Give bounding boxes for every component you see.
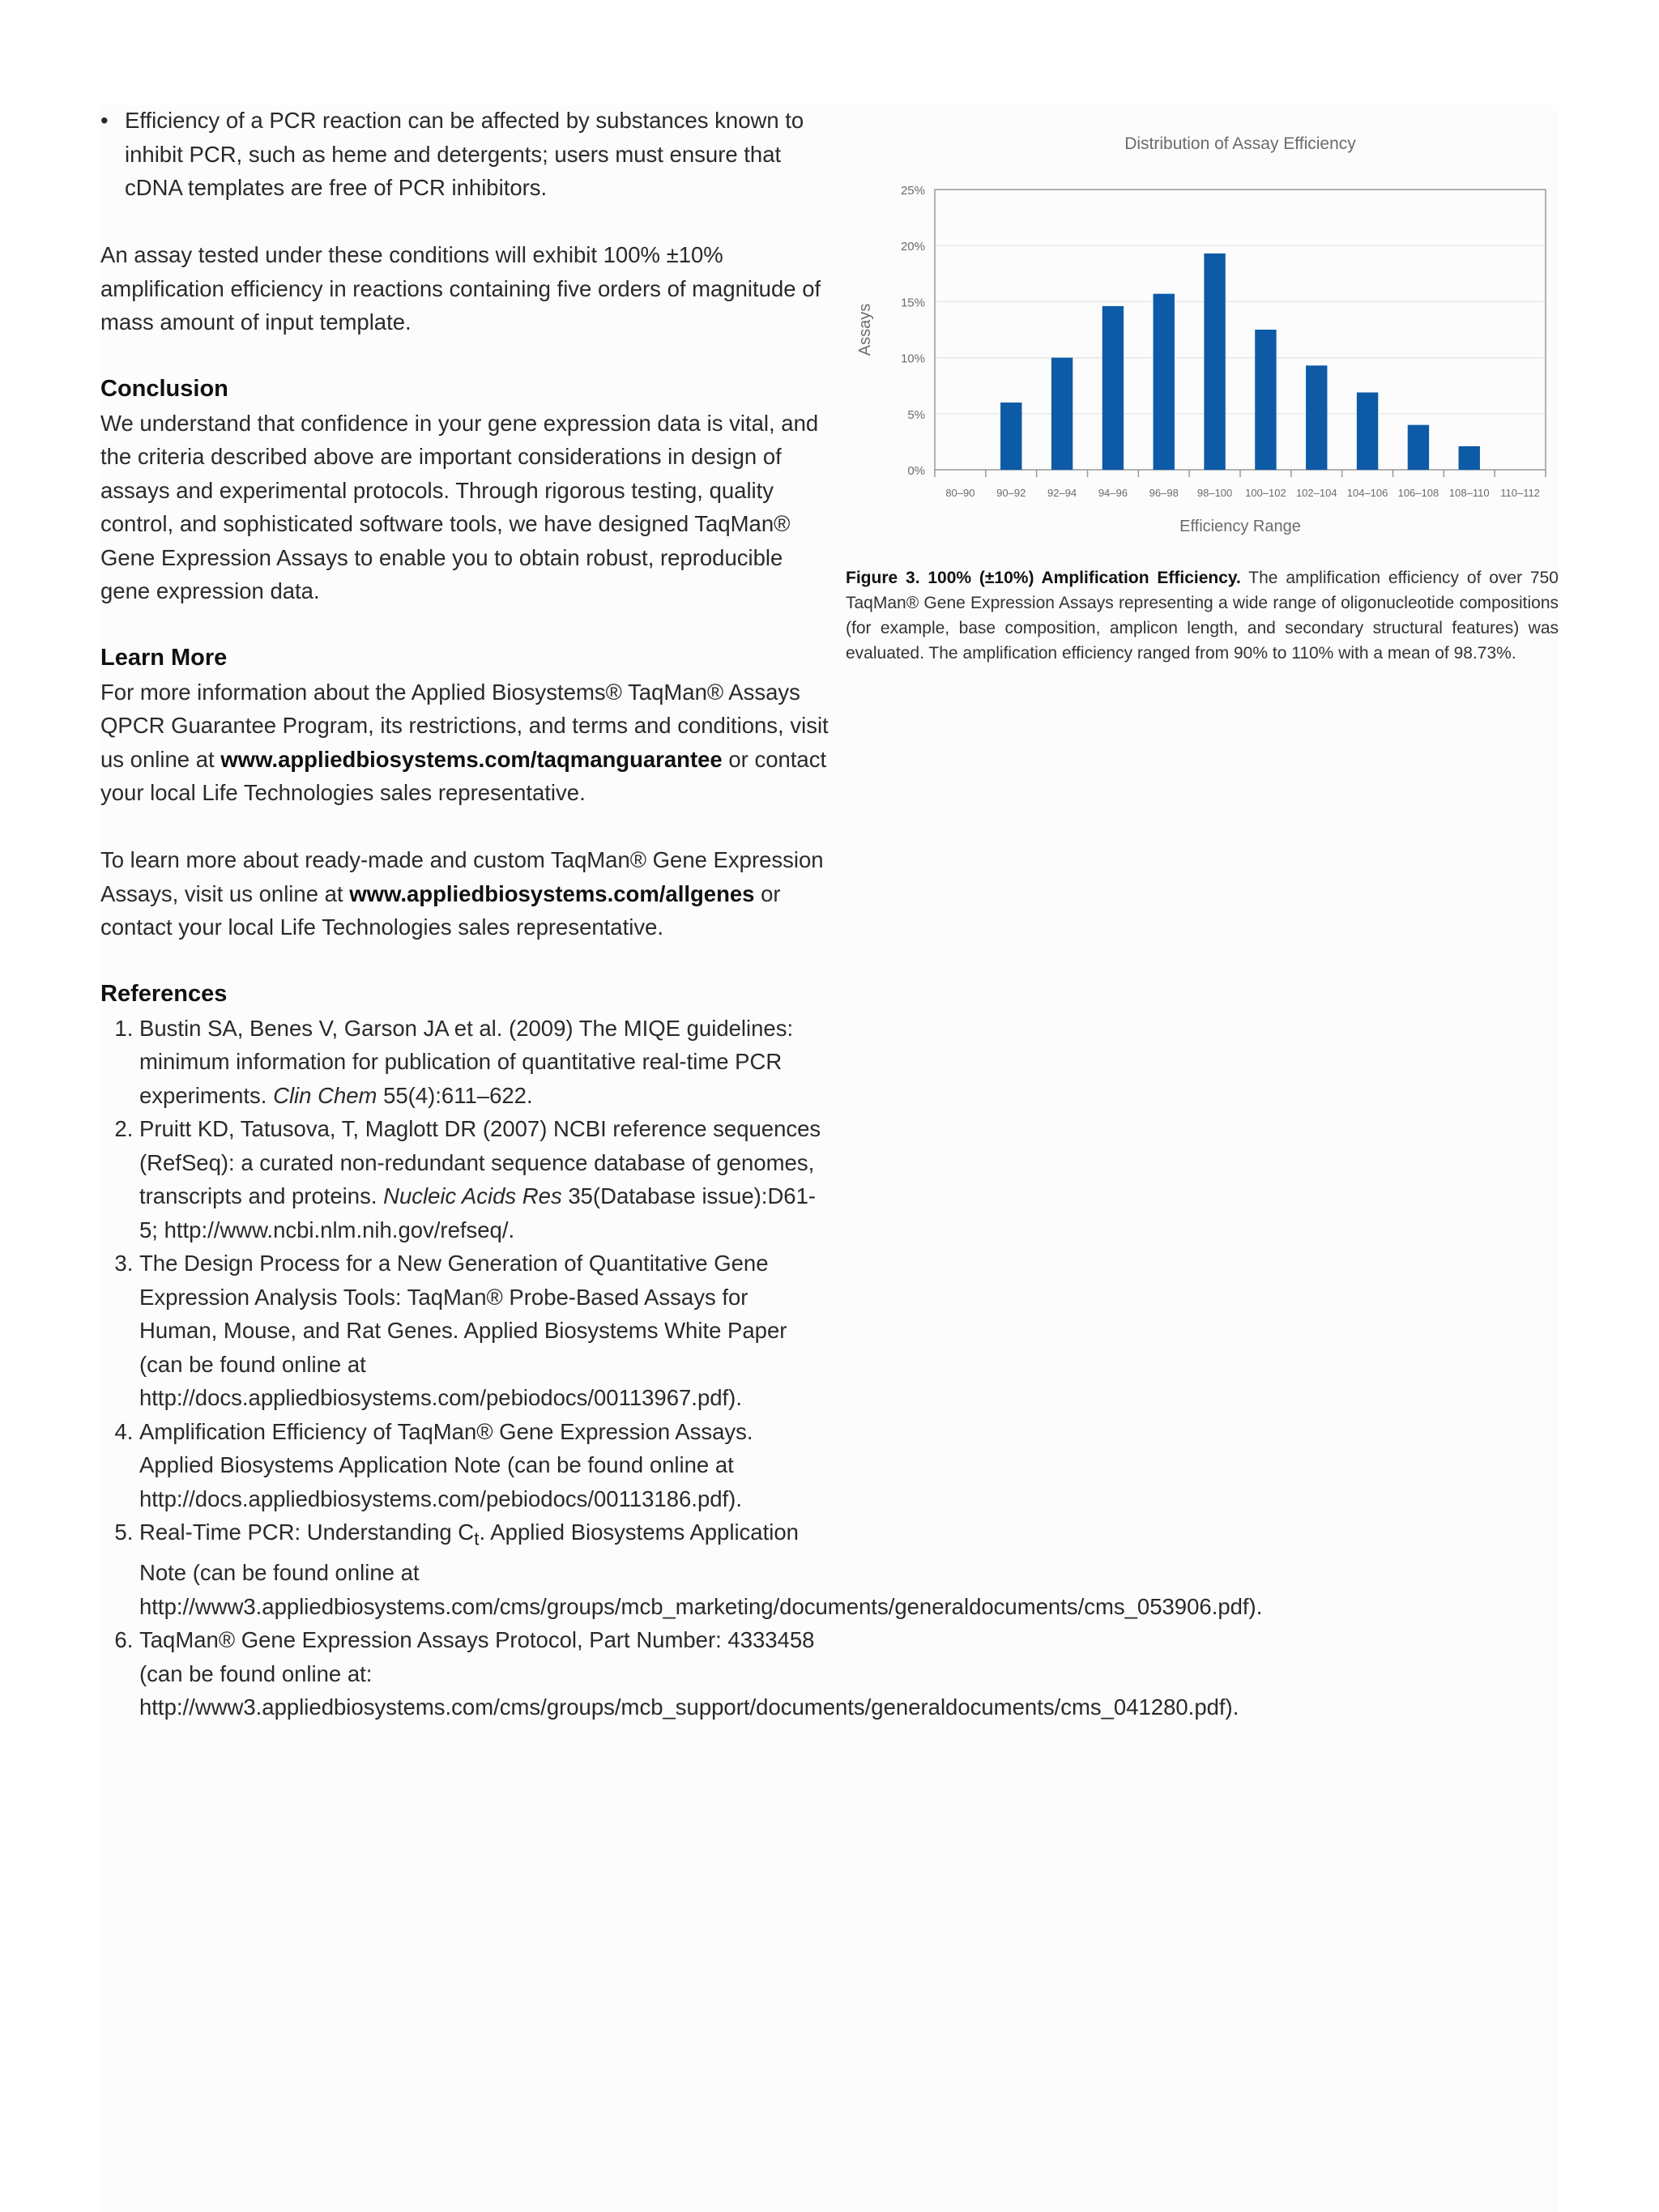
bullet-icon: •: [100, 108, 109, 133]
taqman-guarantee-link[interactable]: www.appliedbiosystems.com/taqmanguarantee: [220, 746, 723, 772]
x-tick-label: 110–112: [1500, 487, 1540, 499]
figure-caption: [846, 565, 1559, 666]
bar: [1306, 365, 1327, 470]
x-tick-label: 96–98: [1149, 487, 1179, 499]
plot-frame: [935, 190, 1546, 470]
y-tick-label: 10%: [900, 352, 925, 366]
figure-caption-label: Figure 3. 100% (±10%) Amplification Efficiency.: [846, 569, 1241, 587]
bar: [1051, 358, 1073, 470]
x-tick-label: 94–96: [1098, 487, 1128, 499]
reference-item: 6. TaqMan® Gene Expression Assays Protocol, Part Number: 4333458 (can be found online at: http://www3.appliedbiosystems.com/cms/groups/mcb_support/documents/generaldocuments/cms_041280.pdf).: [139, 1623, 830, 1724]
figure-column: [846, 113, 1559, 666]
allgenes-link[interactable]: www.appliedbiosystems.com/allgenes: [349, 880, 755, 906]
bar: [1255, 330, 1276, 470]
x-tick-label: 80–90: [945, 487, 975, 499]
y-tick-label: 0%: [907, 464, 925, 478]
assay-paragraph: An assay tested under these conditions will exhibit 100% ±10% amplification efficiency in reactions containing five orders of magnitude of mass amount of input template.: [100, 242, 821, 335]
reference-item: 2. Pruitt KD, Tatusova, T, Maglott DR (2007) NCBI reference sequences (RefSeq): a curated non-redundant sequence database of genomes, transcripts and proteins. Nucleic Acids Res 35(Database issue):D61-5; http://www.ncbi.nlm.nih.gov/refseq/.: [139, 1112, 830, 1247]
x-tick-label: 108–110: [1448, 487, 1490, 499]
x-axis-label: Efficiency Range: [1179, 518, 1301, 535]
y-tick-label: 20%: [900, 240, 925, 254]
bar: [1357, 393, 1378, 470]
y-tick-label: 25%: [900, 184, 925, 198]
bar: [1102, 306, 1124, 470]
reference-item: 1. Bustin SA, Benes V, Garson JA et al. (2009) The MIQE guidelines: minimum information for publication of quantitative real-time PCR experiments. Clin Chem 55(4):611–622.: [139, 1012, 830, 1113]
bar: [1154, 294, 1175, 470]
bar: [1000, 403, 1021, 470]
figure-caption-text: The amplification efficiency of over 750 TaqMan® Gene Expression Assays representing a wide range of oligonucleotide compositions (for example, base composition, amplicon length, and secondary structural features) was evaluated. The amplification efficiency ranged from 90% to 110% with a mean of 98.73%.: [846, 569, 1559, 663]
x-tick-label: 106–108: [1397, 487, 1439, 499]
bullet-item: • Efficiency of a PCR reaction can be affected by substances known to inhibit PCR, such as heme and detergents; users must ensure that cDNA templates are free of PCR inhibitors.: [100, 104, 830, 205]
bar: [1408, 425, 1429, 470]
x-tick-label: 90–92: [996, 487, 1026, 499]
x-tick-label: 92–94: [1047, 487, 1077, 499]
x-tick-label: 98–100: [1196, 487, 1233, 499]
y-axis-label: Assays: [856, 303, 874, 356]
x-tick-label: 104–106: [1346, 487, 1388, 499]
reference-item: 4. Amplification Efficiency of TaqMan® Gene Expression Assays. Applied Biosystems Application Note (can be found online at http://docs.appliedbiosystems.com/pebiodocs/00113186.pdf).: [139, 1415, 830, 1516]
y-tick-label: 5%: [907, 407, 925, 422]
reference-item: 5. Real-Time PCR: Understanding $C_t$. Applied Biosystems Application Note (can be found online at http://www3.appliedbiosystems.com/cms/groups/mcb_marketing/documents/generaldocuments/cms_053906.pdf).: [139, 1515, 830, 1623]
conclusion-paragraph: We understand that confidence in your gene expression data is vital, and the criteria described above are important considerations in design of assays and experimental protocols. Through rigorous testing, quality control, and sophisticated software tools, we have designed TaqMan® Gene Expression Assays to enable you to obtain robust, reproducible gene expression data.: [100, 410, 819, 603]
learn-more-paragraph-1: For more information about the Applied Biosystems® TaqMan® Assays QPCR Guarantee Program, its restrictions, and terms and conditions, visit us online at www.appliedbiosystems.com/taqmanguarantee or contact your local Life Technologies sales representative.: [100, 679, 829, 805]
bar: [1204, 254, 1225, 470]
references-list: [100, 1012, 1263, 1724]
x-tick-label: 100–102: [1245, 487, 1286, 499]
references-heading: References: [100, 981, 228, 1007]
efficiency-chart: [846, 113, 1559, 551]
reference-item: 3. The Design Process for a New Generation of Quantitative Gene Expression Analysis Tools: TaqMan® Probe-Based Assays for Human, Mouse, and Rat Genes. Applied Biosystems White Paper (can be found online at http://docs.appliedbiosystems.com/pebiodocs/00113967.pdf).: [139, 1247, 830, 1415]
y-tick-label: 15%: [900, 296, 925, 310]
conclusion-heading: Conclusion: [100, 376, 228, 402]
chart-title: Distribution of Assay Efficiency: [1124, 134, 1356, 153]
x-tick-label: 102–104: [1295, 487, 1337, 499]
learn-more-paragraph-2: To learn more about ready-made and custom TaqMan® Gene Expression Assays, visit us online at www.appliedbiosystems.com/allgenes or contact your local Life Technologies sales representative.: [100, 847, 824, 940]
learn-more-heading: Learn More: [100, 645, 228, 671]
bar: [1459, 446, 1480, 470]
